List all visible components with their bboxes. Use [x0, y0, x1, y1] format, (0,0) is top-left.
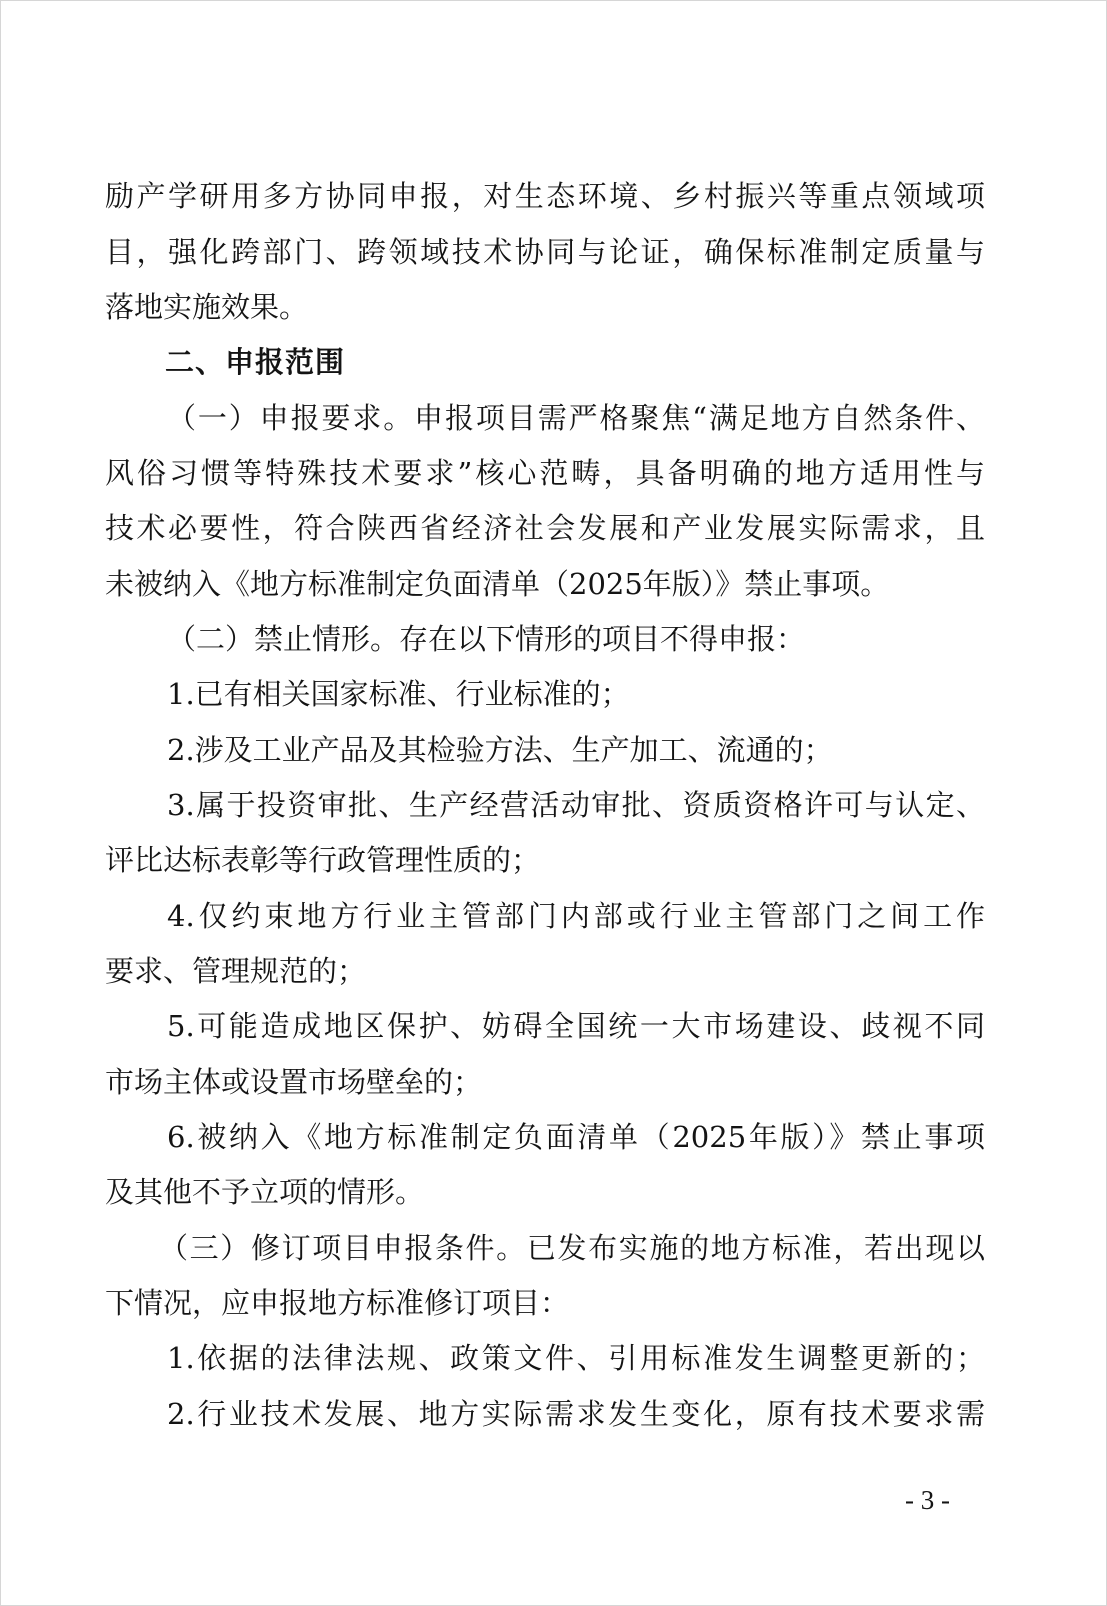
body-line — [1, 1172, 1107, 1212]
list-item — [1, 674, 1107, 714]
line-text: 目，强化跨部门、跨领域技术协同与论证，确保标准制定质量与 — [105, 235, 985, 269]
page-number: - 3 - — [905, 1485, 950, 1515]
line-text: 落地实施效果。 — [105, 290, 309, 324]
body-line — [1, 619, 1107, 659]
body-line — [1, 508, 1107, 548]
line-text: 励产学研用多方协同申报，对生态环境、乡村振兴等重点领域项 — [105, 179, 985, 213]
section-heading: 二、申报范围 — [165, 345, 346, 379]
line-text: （二）禁止情形。存在以下情形的项目不得申报： — [167, 622, 806, 656]
body-line — [1, 840, 1107, 880]
line-text: 未被纳入《地方标准制定负面清单（2025年版）》禁止事项。 — [105, 567, 890, 601]
line-text: 5.可能造成地区保护、妨碍全国统一大市场建设、歧视不同 — [167, 1009, 985, 1043]
body-line — [1, 232, 1107, 272]
line-text: 1.依据的法律法规、政策文件、引用标准发生调整更新的； — [167, 1341, 985, 1375]
page-number-row — [1, 1483, 1107, 1517]
line-text: 市场主体或设置市场壁垒的； — [105, 1065, 483, 1099]
line-text: 下情况，应申报地方标准修订项目： — [105, 1286, 570, 1320]
body-line — [1, 287, 1107, 327]
list-item — [1, 730, 1107, 770]
body-line — [1, 1228, 1107, 1268]
line-text: 评比达标表彰等行政管理性质的； — [105, 843, 541, 877]
list-item — [1, 896, 1107, 936]
line-text: 3.属于投资审批、生产经营活动审批、资质资格许可与认定、 — [167, 788, 985, 822]
line-text: 1.已有相关国家标准、行业标准的； — [167, 677, 630, 711]
line-text: （一）申报要求。申报项目需严格聚焦“满足地方自然条件、 — [167, 401, 985, 435]
line-text: 2.涉及工业产品及其检验方法、生产加工、流通的； — [167, 733, 833, 767]
body-line — [1, 176, 1107, 216]
list-item — [1, 1117, 1107, 1157]
line-text: 要求、管理规范的； — [105, 954, 367, 988]
list-item — [1, 1394, 1107, 1434]
body-line — [1, 951, 1107, 991]
list-item — [1, 785, 1107, 825]
section-heading-line — [1, 342, 1107, 382]
body-line — [1, 398, 1107, 438]
list-item — [1, 1338, 1107, 1378]
line-text: 技术必要性，符合陕西省经济社会发展和产业发展实际需求，且 — [105, 511, 985, 545]
list-item — [1, 1006, 1107, 1046]
body-line — [1, 1283, 1107, 1323]
body-line — [1, 564, 1107, 604]
body-line — [1, 453, 1107, 493]
line-text: 及其他不予立项的情形。 — [105, 1175, 425, 1209]
line-text: 风俗习惯等特殊技术要求”核心范畴，具备明确的地方适用性与 — [105, 456, 985, 490]
line-text: （三）修订项目申报条件。已发布实施的地方标准，若出现以 — [159, 1231, 985, 1265]
line-text: 2.行业技术发展、地方实际需求发生变化，原有技术要求需 — [167, 1397, 985, 1431]
body-line — [1, 1062, 1107, 1102]
line-text: 4.仅约束地方行业主管部门内部或行业主管部门之间工作 — [167, 899, 985, 933]
line-text: 6.被纳入《地方标准制定负面清单（2025年版）》禁止事项 — [167, 1120, 985, 1154]
